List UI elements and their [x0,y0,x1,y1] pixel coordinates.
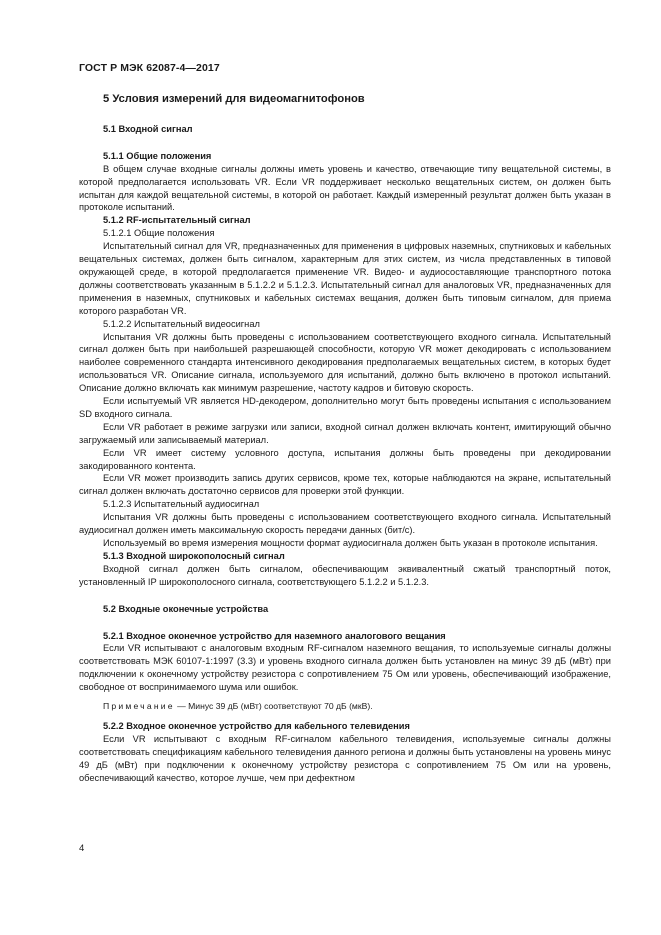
note-text: — Минус 39 дБ (мВт) соответствуют 70 дБ (мкВ). [174,701,373,712]
paragraph: Испытания VR должны быть проведены с использованием соответствующего входного сигнала. Испытательный аудиосигнал должен иметь максимальную скорость передачи данных (бит/с). [79,512,611,536]
page-number: 4 [79,843,85,854]
subsection-heading: 5.1 Входной сигнал [103,123,193,134]
paragraph: Если VR работает в режиме загрузки или записи, входной сигнал должен включать контент, имитирующий обычно загружаемый или записываемый материал. [79,421,611,445]
clause-heading: 5.2.2 Входное оконечное устройство для кабельного телевидения [103,720,410,731]
paragraph: Если испытуемый VR является HD-декодером, дополнительно могут быть проведены испытания с использованием SD входного сигнала. [79,396,611,419]
subclause-heading: 5.1.2.2 Испытательный видеосигнал [103,318,260,329]
paragraph: Испытания VR должны быть проведены с использованием соответствующего входного сигнала. Испытательный сигнал должен быть при наибольшей разрешающей способности, которую VR может декодировать с использованием наиболее современного стандарта интенсивного декодирования предполагаемых вещательных систем, в которых будет использоваться VR. Описание сигнала, используемого для испытаний, должно быть включено в протокол испытаний. Описание должно включать как минимум разрешение, частоту кадров и битовую скорость. [79,331,611,394]
paragraph: Используемый во время измерения мощности формат аудиосигнала должен быть указан в протоколе испытания. [103,538,598,548]
subclause-heading: 5.1.2.3 Испытательный аудиосигнал [103,499,260,510]
paragraph: Входной сигнал должен быть сигналом, обеспечивающим эквивалентный сжатый транспортный поток, установленный IP широкополосного сигнала, соответствующего 5.1.2.2 и 5.1.2.3. [79,563,611,587]
subclause-heading: 5.1.2.1 Общие положения [103,228,215,239]
clause-heading: 5.1.2 RF-испытательный сигнал [103,215,251,226]
clause-heading: 5.1.1 Общие положения [103,150,212,161]
paragraph: В общем случае входные сигналы должны иметь уровень и качество, отвечающие типу вещательной системы, в которой предполагается использовать VR. Если VR поддерживает несколько вещательных систем, он должен быть испытан для каждой вещательной системы, в которой он работает. Каждый измеренный результат должен быть указан в протоколе испытаний. [79,163,611,213]
paragraph: Если VR испытывают с входным RF-сигналом кабельного телевидения, используемые сигналы должны соответствовать спецификациям кабельного телевидения данного региона и должны быть установлены на уровень минус 49 дБ (мВт) при подключении к оконечному устройству резистора с сопротивлением 75 Ом или на уровень, обеспечивающий качество, которое лучше, чем при дефектном [79,733,611,783]
clause-heading: 5.1.3 Входной широкополосный сигнал [103,550,285,561]
section-heading: 5 Условия измерений для видеомагнитофонов [103,93,365,105]
paragraph: Испытательный сигнал для VR, предназначенных для применения в цифровых наземных, спутниковых и кабельных вещательных системах, должен быть сигналом, характерным для этих систем, из числа представленных в типовой окружающей среде, в которой предполагается применение VR. Видео- и аудиосоставляющие транспортного потока должны соответствовать указанным в 5.1.2.2 и 5.1.2.3. Испытательный сигнал для аналоговых VR, предназначенных для применения в наземных, спутниковых и кабельных системах вещания, должен быть типовым сигналом, для приема которого разработан VR. [79,241,611,316]
document-body [79,91,611,785]
paragraph: Если VR может производить запись других сервисов, кроме тех, которые наблюдаются на экране, испытательный сигнал должен включать достаточно сервисов для проверки этой функции. [79,473,611,497]
note-label: Примечание [103,701,175,712]
subsection-heading: 5.2 Входные оконечные устройства [103,603,269,614]
note [79,700,611,713]
paragraph: Если VR испытывают с аналоговым входным RF-сигналом наземного вещания, то используемые сигналы должны соответствовать МЭК 60107-1:1997 (3.3) и уровень входного сигнала должен быть установлен на минус 39 дБ (мВт) при подключении к оконечному устройству резистора с сопротивлением 75 Ом или уровень, обеспечивающий изображение, свободное от воспринимаемого шума или ошибок. [79,643,611,693]
paragraph: Если VR имеет систему условного доступа, испытания должны быть проведены при декодировании закодированного контента. [79,447,611,471]
clause-heading: 5.2.1 Входное оконечное устройство для наземного аналогового вещания [103,630,446,641]
document-header: ГОСТ Р МЭК 62087-4—2017 [79,62,220,74]
